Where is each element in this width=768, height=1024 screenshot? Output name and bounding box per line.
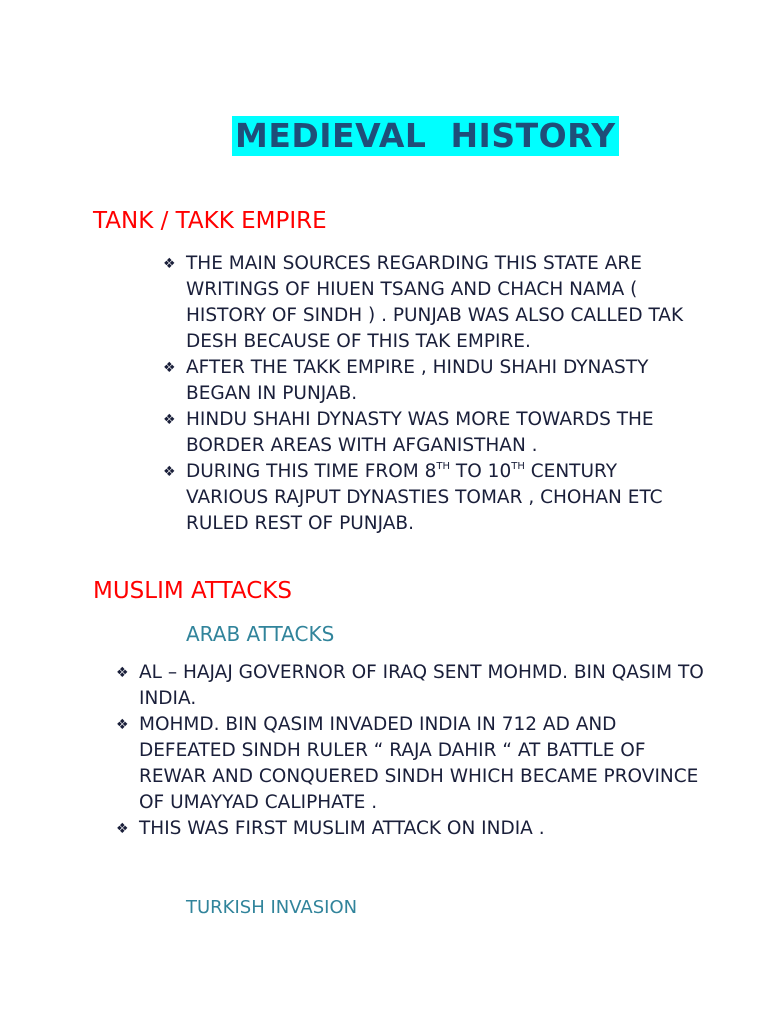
- list-item: [116, 712, 716, 816]
- section-heading-muslim-attacks: MUSLIM ATTACKS: [93, 578, 292, 604]
- superscript-th: TH: [511, 460, 525, 472]
- diamond-bullet-icon: ❖: [163, 360, 176, 376]
- diamond-bullet-icon: ❖: [163, 464, 176, 480]
- list-item-text: HINDU SHAHI DYNASTY WAS MORE TOWARDS THE BORDER AREAS WITH AFGANISTHAN .: [186, 409, 654, 456]
- diamond-bullet-icon: ❖: [163, 256, 176, 272]
- diamond-bullet-icon: ❖: [116, 821, 129, 837]
- text-segment: DURING THIS TIME FROM 8: [186, 461, 437, 482]
- list-item-text: MOHMD. BIN QASIM INVADED INDIA IN 712 AD AND DEFEATED SINDH RULER “ RAJA DAHIR “ AT BATTLE OF REWAR AND CONQUERED SINDH WHICH BECAME PROVINCE OF UMAYYAD CALIPHATE .: [139, 714, 699, 813]
- diamond-bullet-icon: ❖: [163, 412, 176, 428]
- superscript-th: TH: [436, 460, 451, 472]
- list-item-text: [186, 461, 663, 534]
- list-item-text: THIS WAS FIRST MUSLIM ATTACK ON INDIA .: [139, 818, 545, 839]
- list-item-text: THE MAIN SOURCES REGARDING THIS STATE ARE WRITINGS OF HIUEN TSANG AND CHACH NAMA ( HISTORY OF SINDH ) . PUNJAB WAS ALSO CALLED TAK DESH BECAUSE OF THIS TAK EMPIRE.: [186, 253, 684, 352]
- tank-empire-bullet-list: [163, 251, 703, 537]
- list-item: [163, 251, 703, 355]
- list-item: [163, 459, 703, 537]
- list-item: [163, 355, 703, 407]
- diamond-bullet-icon: ❖: [116, 665, 129, 681]
- subheading-arab-attacks: ARAB ATTACKS: [186, 622, 335, 646]
- subheading-turkish-invasion: TURKISH INVASION: [186, 897, 358, 918]
- text-segment: TO 10: [450, 461, 512, 482]
- list-item: [163, 407, 703, 459]
- diamond-bullet-icon: ❖: [116, 717, 129, 733]
- list-item: [116, 816, 716, 842]
- list-item: [116, 660, 716, 712]
- arab-attacks-bullet-list: [116, 660, 716, 842]
- list-item-text: AFTER THE TAKK EMPIRE , HINDU SHAHI DYNASTY BEGAN IN PUNJAB.: [186, 357, 649, 404]
- text-segment: CENTURY VARIOUS RAJPUT DYNASTIES TOMAR , CHOHAN ETC RULED REST OF PUNJAB.: [186, 461, 663, 534]
- page-title: MEDIEVAL HISTORY: [232, 116, 619, 156]
- list-item-text: AL – HAJAJ GOVERNOR OF IRAQ SENT MOHMD. BIN QASIM TO INDIA.: [139, 662, 704, 709]
- section-heading-tank-empire: TANK / TAKK EMPIRE: [93, 208, 327, 234]
